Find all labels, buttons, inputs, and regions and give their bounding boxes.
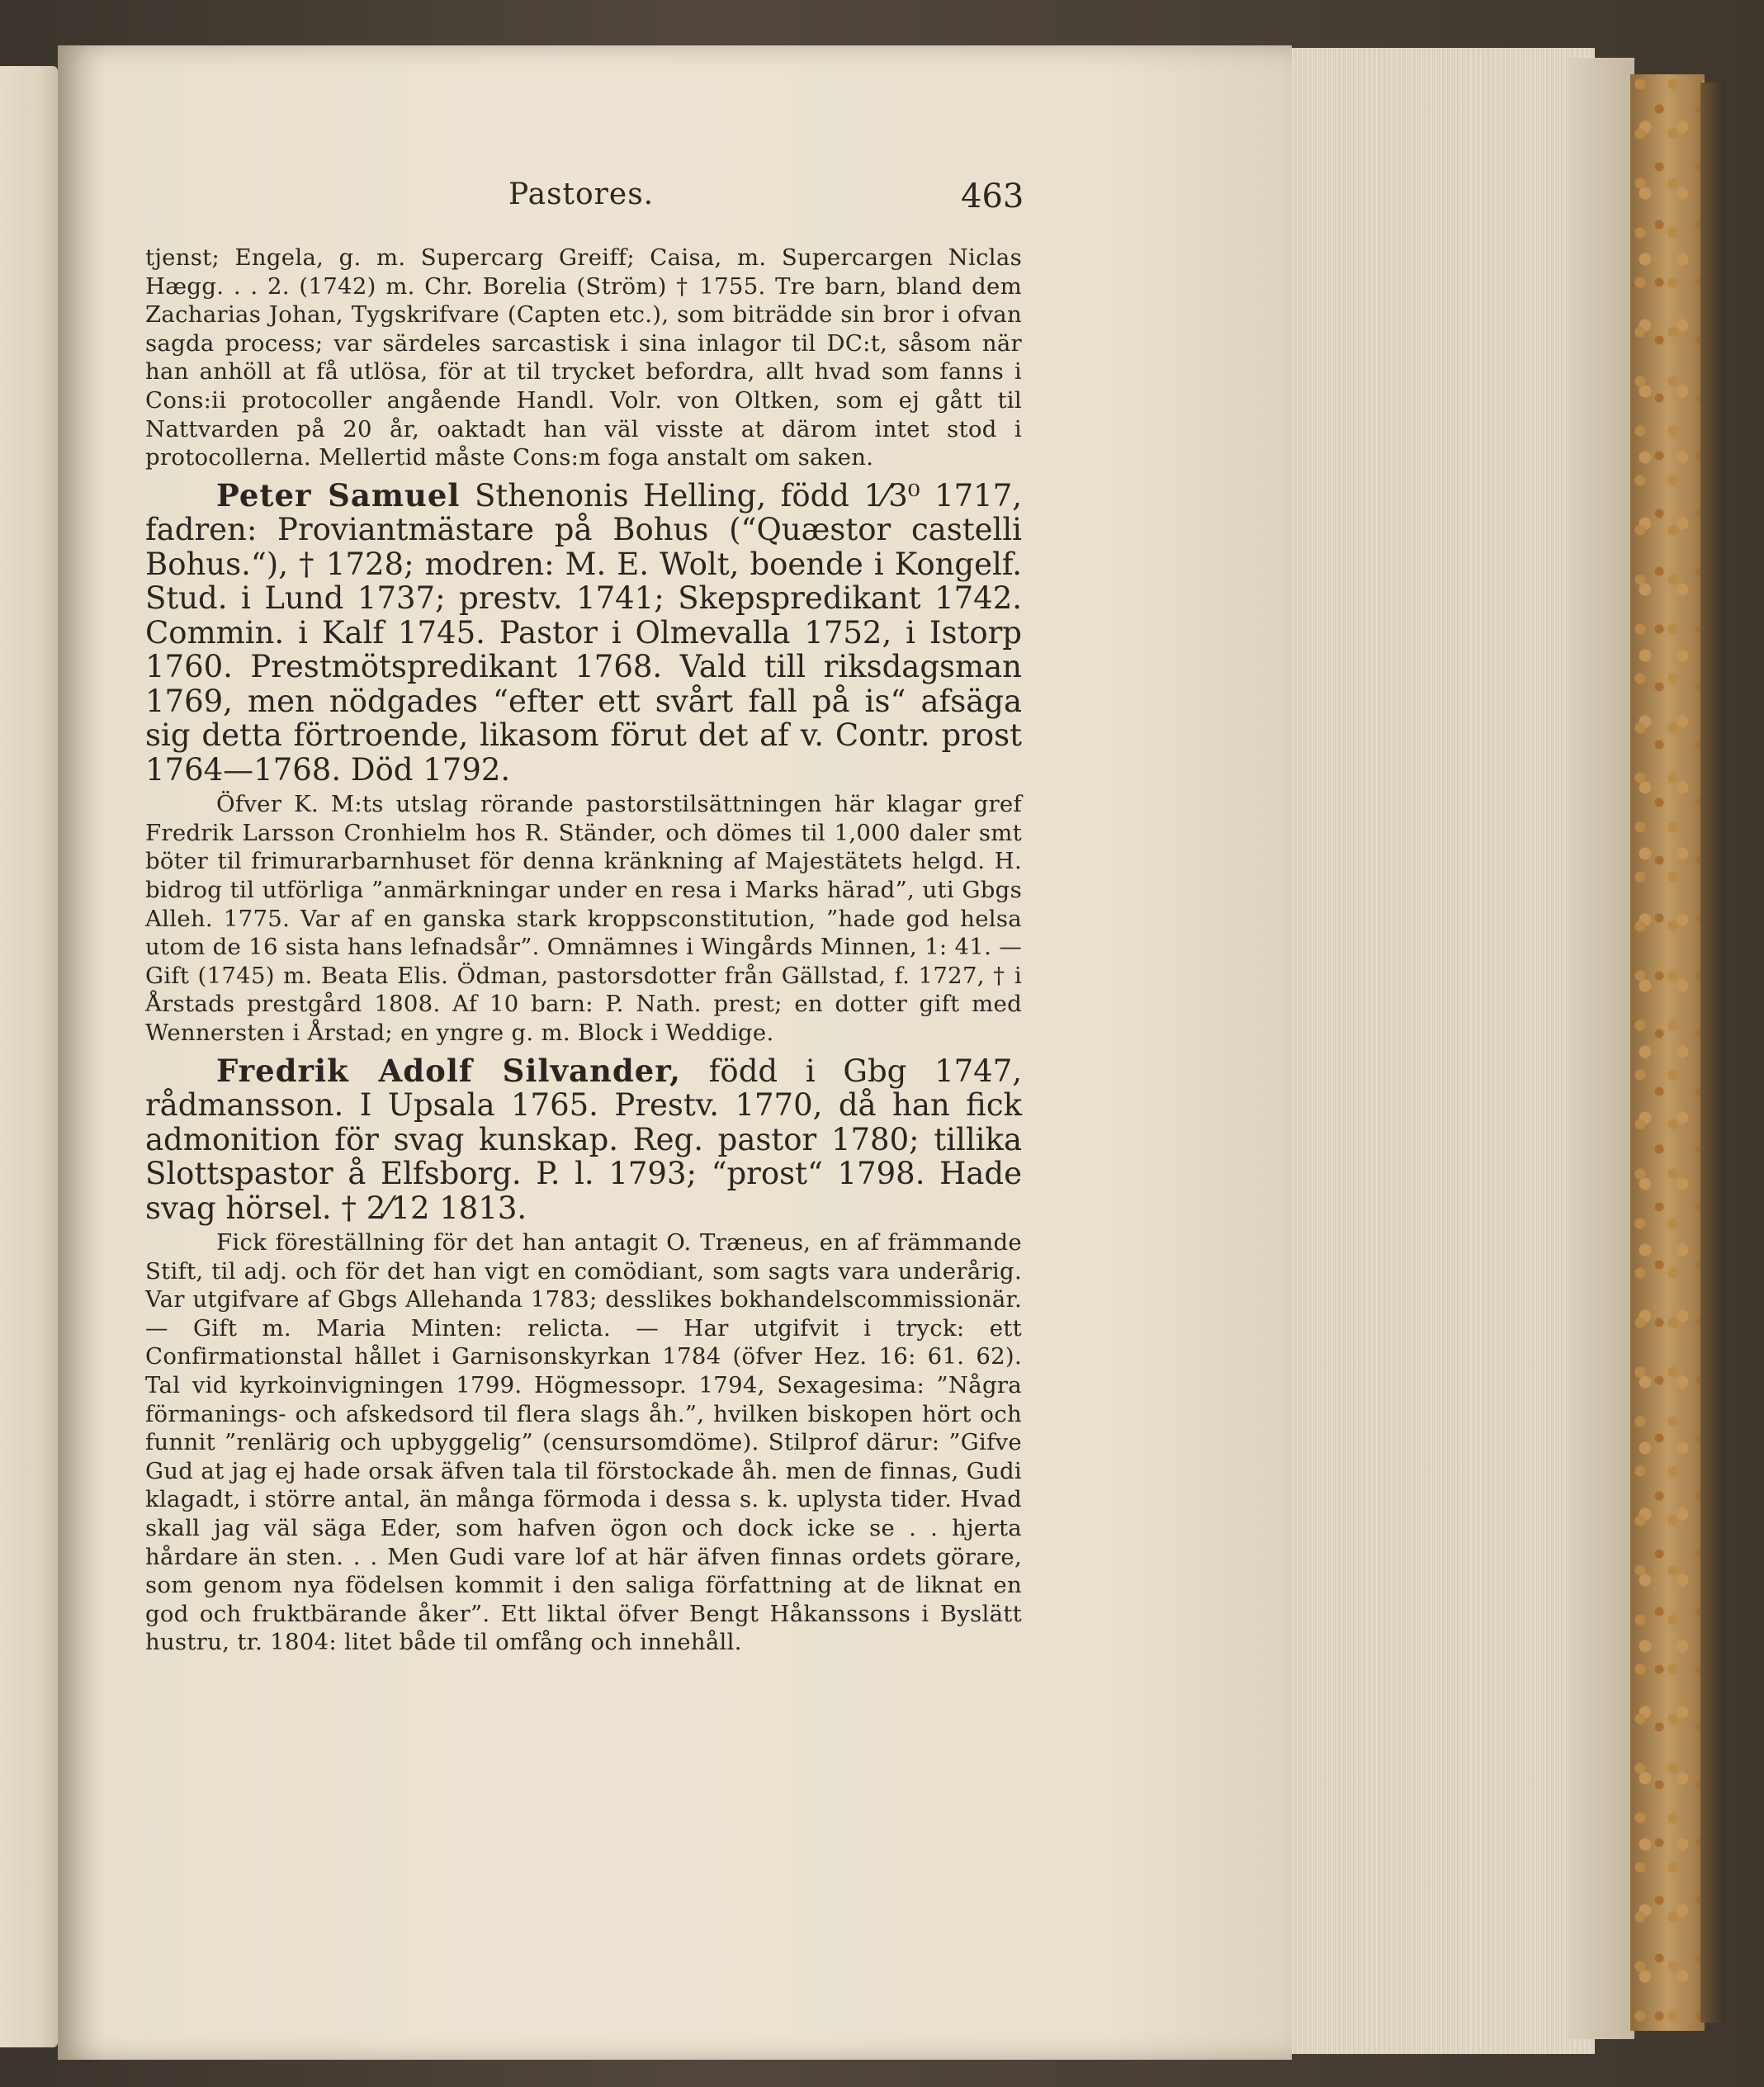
entry-helling-name: Peter Samuel bbox=[216, 476, 461, 513]
entry-silvander-text: född i Gbg 1747, rådmansson. I Upsala 1765. Prestv. 1770, då han fick admonition för svag kunskap. Reg. pastor 1780; tillika Slottspastor å Elfsborg. P. l. 1793; “prost“ 1798. Hade svag hörsel. † 2⁄12 1813. bbox=[145, 1053, 1022, 1226]
facing-page-edge bbox=[0, 66, 58, 2047]
page-header bbox=[0, 177, 1764, 227]
page-number: 463 bbox=[961, 177, 1024, 215]
continued-paragraph: tjenst; Engela, g. m. Supercarg Greiff; Caisa, m. Supercargen Niclas Hægg. . . 2. (1742) m. Chr. Borelia (Ström) † 1755. Tre barn, bland dem Zacharias Johan, Tygskrifvare (Capten etc.), som biträdde sin bror i ofvan sagda process; var särdeles sarcastisk i sina inlagor til DC:t, såsom när han anhöll at få utlösa, för at til trycket befordra, allt hvad som fanns i Cons:ii protocoller angående Handl. Volr. von Oltken, som ej gått til Nattvarden på 20 år, oaktadt han väl visste at därom intet stod i protocollerna. Mellertid måste Cons:m foga anstalt om saken. bbox=[145, 244, 1022, 471]
note-helling: Öfver K. M:ts utslag rörande pastorstilsättningen här klagar gref Fredrik Larsson Cronhielm hos R. Ständer, och dömes til 1,000 daler smt böter til frimurarbarnhuset för denna kränkning af Majestätets helgd. H. bidrog til utförliga ”anmärkningar under en resa i Marks härad”, uti Gbgs Alleh. 1775. Var af en ganska stark kroppsconstitution, ”hade god helsa utom de 16 sista hans lefnadsår”. Omnämnes i Wingårds Minnen, 1: 41. — Gift (1745) m. Beata Elis. Ödman, pastorsdotter från Gällstad, f. 1727, † i Årstads prestgård 1808. Af 10 barn: P. Nath. prest; en dotter gift med Wennersten i Årstad; en yngre g. m. Block i Weddige. bbox=[145, 791, 1022, 1046]
page-block-edges bbox=[1288, 48, 1595, 2054]
page-block-shade bbox=[1568, 58, 1634, 2039]
running-title: Pastores. bbox=[508, 177, 655, 211]
entry-helling bbox=[145, 476, 1022, 788]
entry-silvander bbox=[145, 1054, 1022, 1226]
book-cover-edge bbox=[1630, 74, 1705, 2031]
entry-silvander-name: Fredrik Adolf Silvander, bbox=[216, 1052, 681, 1089]
note-silvander: Fick föreställning för det han antagit O. Træneus, en af främmande Stift, til adj. och för det han vigt en comödiant, som sagts vara underårig. Var utgifvare af Gbgs Allehanda 1783; desslikes bokhandelscommissionär. — Gift m. Maria Minten: relicta. — Har utgifvit i tryck: ett Confirmationstal hållet i Garnisonskyrkan 1784 (öfver Hez. 16: 61. 62). Tal vid kyrkoinvigningen 1799. Högmessopr. 1794, Sexagesima: ”Några förmanings- och afskedsord til flera slags åh.”, hvilken biskopen hört och funnit ”renlärig och upbyggelig” (censursomdöme). Stilprof därur: ”Gifve Gud at jag ej hade orsak äfven tala til förstockade åh. men de finnas, Gudi klagadt, i större antal, än många förmoda i dessa s. k. uplysta tider. Hvad skall jag väl säga Eder, som hafven ögon och dock icke se . . hjerta hårdare än sten. . . Men Gudi vare lof at här äfven finnas ordets görare, som genom nya födelsen kommit i den saliga författning at de liknat en god och fruktbärande åker”. Ett liktal öfver Bengt Håkanssons i Byslätt hustru, tr. 1804: litet både til omfång och innehåll. bbox=[145, 1229, 1022, 1656]
book-cover-shadow bbox=[1700, 83, 1725, 2023]
page-body bbox=[145, 244, 1022, 1657]
entry-helling-text: Sthenonis Helling, född 1⁄3⁰ 1717, fadren: Proviantmästare på Bohus (“Quæstor castelli Bohus.“), † 1728; modren: M. E. Wolt, boende i Kongelf. Stud. i Lund 1737; prestv. 1741; Skepspredikant 1742. Commin. i Kalf 1745. Pastor i Olmevalla 1752, i Istorp 1760. Prestmötspredikant 1768. Vald till riksdagsman 1769, men nödgades “efter ett svårt fall på is“ afsäga sig detta förtroende, likasom förut det af v. Contr. prost 1764—1768. Död 1792. bbox=[145, 477, 1022, 788]
